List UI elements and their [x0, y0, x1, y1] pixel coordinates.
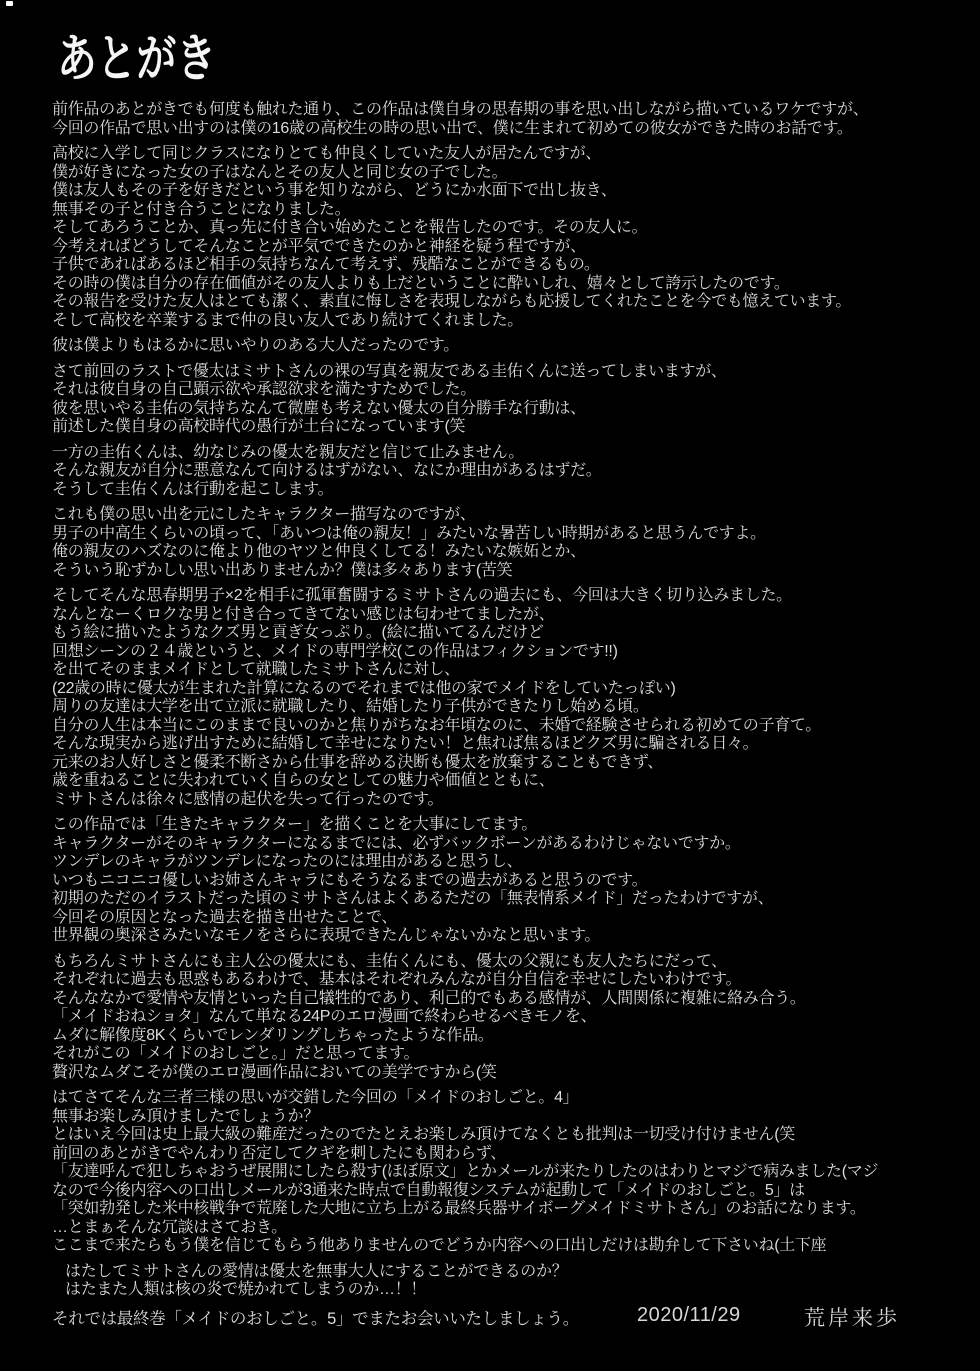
- text-line: なんとなーくロクな男と付き合ってきてない感じは匂わせてましたが、: [52, 605, 555, 623]
- text-line: 子供であればあるほど相手の気持ちなんて考えず、残酷なことができるもの。: [52, 256, 600, 273]
- text-line: 今考えればどうしてそんなことが平気でできたのかと神経を疑う程ですが、: [52, 237, 586, 255]
- text-line: もちろんミサトさんにも主人公の優太にも、圭佑くんにも、優太の父親にも友人たちにだって、: [52, 952, 727, 970]
- text-line: 贅沢なムダこそが僕のエロ漫画作品においての美学ですから(笑: [52, 1063, 497, 1081]
- text-line: 「メイドおねショタ」なんて単なる24Pのエロ漫画で終わらせるべきモノを、: [52, 1008, 597, 1025]
- corner-artifact: [6, 1, 13, 6]
- paragraph: [52, 444, 970, 500]
- paragraph: [52, 101, 970, 138]
- text-line: 前回のあとがきでやんわり否定してクギを刺したにも関わらず、: [52, 1144, 507, 1162]
- text-line: もう絵に描いたようなクズ男と貢ぎ女っぷり。(絵に描いてるんだけど: [52, 624, 544, 641]
- text-line: ミサトさんは徐々に感情の起伏を失って行ったのです。: [52, 790, 444, 808]
- text-line: 回想シーンの２４歳というと、メイドの専門学校(この作品はフィクションです!!): [52, 642, 618, 660]
- paragraph: [52, 1089, 970, 1256]
- text-line: その報告を受けた友人はとても潔く、素直に悔しさを表現しながらも応援してくれたことを今でも憶えています。: [52, 293, 852, 310]
- text-line: キャラクターがそのキャラクターになるまでには、必ずバックボーンがあるわけじゃないですか。: [52, 834, 741, 852]
- footer-line: [52, 1301, 972, 1331]
- text-line: 高校に入学して同じクラスになりとても仲良くしていた友人が居たんですが、: [52, 145, 602, 162]
- paragraph: [52, 587, 970, 809]
- text-line: 僕は友人もその子を好きだという事を知りながら、どうにか水面下で出し抜き、: [52, 182, 617, 199]
- afterword-body: [52, 101, 970, 1307]
- text-line: なので今後内容への口出しメールが3通来た時点で自動報復システムが起動して「メイドのおしごと。5」は: [52, 1181, 805, 1199]
- paragraph: [52, 816, 970, 946]
- text-line: それぞれに過去も思惑もあるわけで、基本はそれぞれみんなが自分自信を幸せにしたいわけです。: [52, 971, 742, 988]
- paragraph: [52, 953, 970, 1083]
- text-line: ムダに解像度8Kくらいでレンダリングしちゃったような作品。: [52, 1026, 494, 1044]
- text-line: 俺の親友のハズなのに俺より他のヤツと仲良くしてる！みたいな嫉妬とか、: [52, 543, 586, 560]
- paragraph: [52, 145, 970, 330]
- text-line: …とまぁそんな冗談はさておき。: [52, 1218, 287, 1236]
- text-line: 彼は僕よりもはるかに思いやりのある大人だったのです。: [52, 337, 459, 354]
- text-line: そうして圭佑くんは行動を起こします。: [52, 480, 334, 498]
- text-line: そんな親友が自分に悪意なんて向けるはずがない、なにか理由があるはずだ。: [52, 462, 602, 479]
- text-line: 前作品のあとがきでも何度も触れた通り、この作品は僕自身の思春期の事を思い出しながら描いているワケですが、: [52, 101, 869, 118]
- text-line: はてさてそんな三者三様の思いが交錯した今回の「メイドのおしごと。4」: [52, 1089, 579, 1106]
- text-line: それは彼自身の自己顕示欲や承認欲求を満たすためでした。: [52, 381, 476, 398]
- text-line: 僕が好きになった女の子はなんとその友人と同じ女の子でした。: [52, 163, 508, 181]
- author-signature: 荒岸来歩: [804, 1307, 900, 1330]
- text-line: (22歳の時に優太が生まれた計算になるのでそれまでは他の家でメイドをしていたっぽい): [52, 679, 676, 697]
- text-line: 彼を思いやる圭佑の気持ちなんて微塵も考えない優太の自分勝手な行動は、: [52, 399, 586, 417]
- text-line: 今回その原因となった過去を描き出せたことで、: [52, 908, 398, 926]
- text-line: はたしてミサトさんの愛情は優太を無事大人にすることができるのか？: [65, 1262, 568, 1280]
- text-line: とはいえ今回は史上最大級の難産だったのでたとえお楽しみ頂けてなくとも批判は一切受け付けません(笑: [52, 1126, 795, 1143]
- text-line: 無事その子と付き合うことになりました。: [52, 200, 351, 218]
- text-line: 世界観の奥深さみたいなモノをさらに表現できたんじゃないかなと思います。: [52, 927, 601, 944]
- text-line: これも僕の思い出を元にしたキャラクター描写なのですが、: [52, 506, 476, 523]
- paragraph: [52, 506, 970, 580]
- text-line: ここまで来たらもう僕を信じてもらう他ありませんのでどうか内容への口出しだけは勘弁して下さいね(土下座: [52, 1237, 827, 1254]
- paragraph: [52, 1263, 970, 1300]
- text-line: そんな現実から逃げ出すために結婚して幸せになりたい！と焦れば焦るほどクズ男に騙される日々。: [52, 735, 759, 752]
- text-line: その時の僕は自分の存在価値がその友人よりも上だということに酔いしれ、嬉々として誇示したのです。: [52, 274, 790, 292]
- text-line: 今回の作品で思い出すのは僕の16歳の高校生の時の思い出で、僕に生まれて初めての彼女ができた時のお話です。: [52, 119, 853, 137]
- text-line: 男子の中高生くらいの頃って、「あいつは俺の親友！」みたいな暑苦しい時期があると思うんですよ。: [52, 524, 766, 542]
- text-line: そして高校を卒業するまで仲の良い友人であり続けてくれました。: [52, 311, 524, 329]
- text-line: 初期のただのイラストだった頃のミサトさんはよくあるただの「無表情系メイド」だったわけですが、: [52, 890, 774, 907]
- text-line: 「突如勃発した米中核戦争で荒廃した大地に立ち上がる最終兵器サイボーグメイドミサトさん」のお話になります。: [52, 1200, 866, 1217]
- text-line: 一方の圭佑くんは、幼なじみの優太を親友だと信じて止みません。: [52, 443, 524, 461]
- text-line: 歳を重ねることに失われていく自らの女としての魅力や価値とともに、: [52, 772, 555, 789]
- paragraph: [52, 363, 970, 437]
- text-line: そしてあろうことか、真っ先に付き合い始めたことを報告したのです。その友人に。: [52, 219, 648, 236]
- text-line: 「友達呼んで犯しちゃおうぜ展開にしたら殺す(ほぼ原文」とかメールが来たりしたのはわりとマジで病みました(マジ: [52, 1163, 879, 1180]
- text-line: 無事お楽しみ頂けましたでしょうか？: [52, 1107, 319, 1125]
- page-title: あとがき: [57, 30, 217, 87]
- closing-sentence: それでは最終巻「メイドのおしごと。5」でまたお会いいたしましょう。: [52, 1310, 579, 1328]
- text-line: 周りの友達は大学を出て立派に就職したり、結婚したり子供ができたりし始める頃。: [52, 698, 649, 715]
- text-line: この作品では「生きたキャラクター」を描くことを大事にしてます。: [52, 816, 538, 833]
- text-line: 自分の人生は本当にこのままで良いのかと焦りがちなお年頃なのに、未婚で経験させられる初めての子育て。: [52, 716, 821, 734]
- text-line: そしてそんな思春期男子×2を相手に孤軍奮闘するミサトさんの過去にも、今回は大きく切り込みました。: [52, 587, 792, 604]
- text-line: を出てそのままメイドとして就職したミサトさんに対し、: [52, 661, 460, 678]
- text-line: それがこの「メイドのおしごと。」だと思ってます。: [52, 1045, 420, 1062]
- text-line: そんななかで愛情や友情といった自己犠牲的であり、利己的でもある感情が、人間関係に複雑に絡み合う。: [52, 989, 806, 1007]
- text-line: 前述した僕自身の高校時代の愚行が土台になっています(笑: [52, 418, 466, 435]
- text-line: ツンデレのキャラがツンデレになったのには理由があると思うし、: [52, 853, 523, 870]
- publication-date: 2020/11/29: [637, 1304, 741, 1326]
- text-line: そういう恥ずかしい思い出ありませんか？僕は多々あります(苦笑: [52, 561, 513, 579]
- text-line: はたまた人類は核の炎で焼かれてしまうのか…！！: [65, 1281, 427, 1298]
- text-line: 元来のお人好しさと優柔不断さから仕事を辞める決断も優太を放棄することもできず、: [52, 753, 664, 771]
- text-line: さて前回のラストで優太はミサトさんの裸の写真を親友である圭佑くんに送ってしまいますが、: [52, 362, 727, 380]
- paragraph: [52, 337, 970, 356]
- text-line: いつもニコニコ優しいお姉さんキャラにもそうなるまでの過去があると思うのです。: [52, 871, 648, 889]
